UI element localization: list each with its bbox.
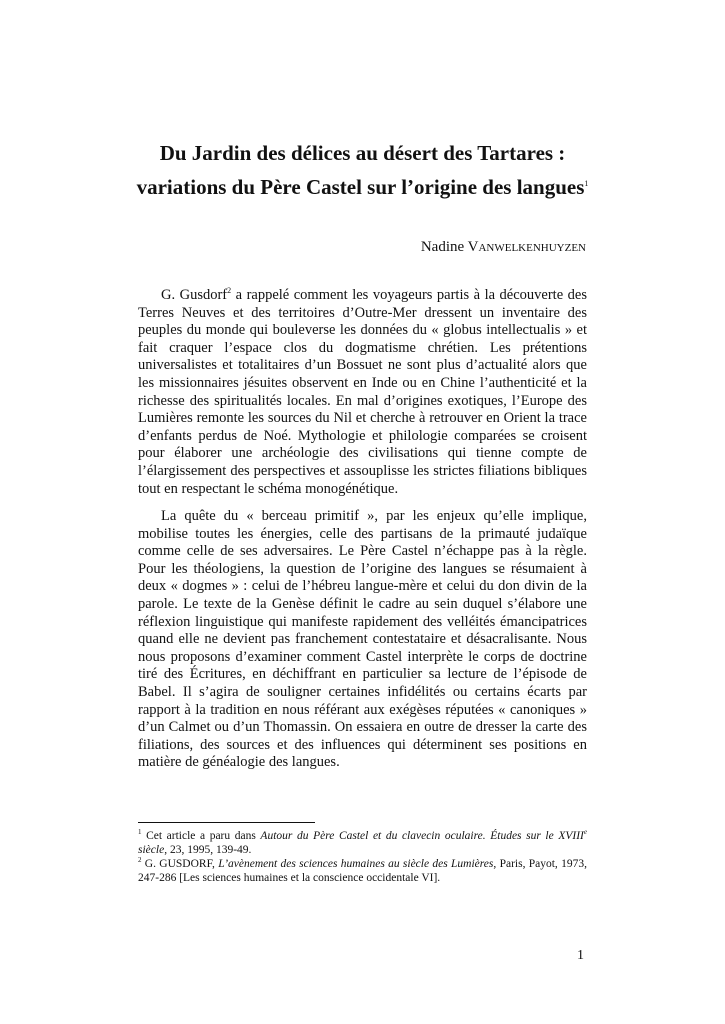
paragraph-1 [138,287,587,498]
author-name [421,238,586,256]
footnote-2 [138,857,587,885]
paragraph-1-lead: G. Gusdorf [161,287,228,303]
footnote-1-italic-2: siècle [138,844,165,856]
title-text-1: Du Jardin des délices au désert des Tartares : [159,141,566,165]
author-first-name: Nadine [420,239,468,255]
paragraph-2-text: La quête du « berceau primitif », par les enjeux qu’elle implique, mobilise toutes les énergies, celle des partisans de la primauté judaïque comme celle de ses adversaires. Le Père Castel n’échappe pas à la règle. Pour les théologiens, la question de l’origine des langues se résumaient à deux « dogmes » : celui de l’hébreu langue-mère et celui du don divin de la parole. Le texte de la Genèse définit le cadre au sein duquel s’élabore une réflexion linguistique qui manifeste rapidement des velléités émancipatrices quand elle ne devient pas franchement contestataire et désacralisante. Nous nous proposons d’examiner comment Castel interprète le corps de doctrine tiré des Écritures, en déchiffrant en particulier sa lecture de l’épisode de Babel. Il s’agira de souligner certaines infidélités ou certains écarts par rapport à la tradition en nous référant aux exégèses réputées « canoniques » d’un Calmet ou d’un Thomassin. On essaiera en outre de dresser la carte des filiations, des sources et des influences qui déterminent ses positions en matière de généalogie des langues. [138,508,587,771]
footnote-1-text: Cet article a paru dans [141,830,261,842]
footnote-1-end: , 23, 1995, 139-49. [164,844,252,856]
title-line-1 [100,141,625,165]
footnote-1-mark: 1 [138,828,142,837]
footnote-divider [138,822,315,823]
footnote-1-italic: Autour du Père Castel et du clavecin oculaire. Études sur le XVIII [260,830,584,842]
author-last-initial: V [467,239,479,255]
footnote-1 [138,829,587,857]
footnote-2-italic: L’avènement des sciences humaines au siècle des Lumières [218,858,494,870]
paragraph-2 [138,508,587,772]
title-text-2: variations du Père Castel sur l’origine des langues [136,175,585,199]
footnote-2-mark: 2 [138,856,142,865]
title-line-2 [100,175,625,199]
footnote-2-end: , Paris, Payot, 1973, 247-286 [Les sciences humaines et la conscience occidentale VI]. [138,858,587,884]
page-number: 1 [577,948,584,963]
author-last-name-rest: anwelkenhuyzen [478,239,586,255]
paragraph-1-footnote-mark[interactable]: 2 [227,286,232,296]
footnote-1-superscript: e [583,828,587,837]
title-footnote-mark[interactable]: 1 [584,179,589,188]
paragraph-1-text: a rappelé comment les voyageurs partis à la découverte des Terres Neuves et des territoires d’Outre-Mer dressent un inventaire des peuples du monde qui bouleverse les données du « globus intellectualis » et fait craquer l’espace clos du dogmatisme chrétien. Les prétentions universalistes et totalitaires d’un Bossuet ne sont plus d’actualité alors que les missionnaires jésuites observent en Inde ou en Chine l’authenticité et la richesse des spiritualités locales. En mal d’origines exotiques, l’Europe des Lumières remonte les sources du Nil et cherche à retrouver en Orient la trace d’enfants perdus de Noé. Mythologie et philologie comparées se croisent pour élaborer une archéologie des civilisations qui tienne compte de l’élargissement des perspectives et assouplisse les strictes filiations bibliques tout en respectant le schéma monogénétique. [138,287,587,497]
footnote-2-text: G. GUSDORF, [141,858,219,870]
